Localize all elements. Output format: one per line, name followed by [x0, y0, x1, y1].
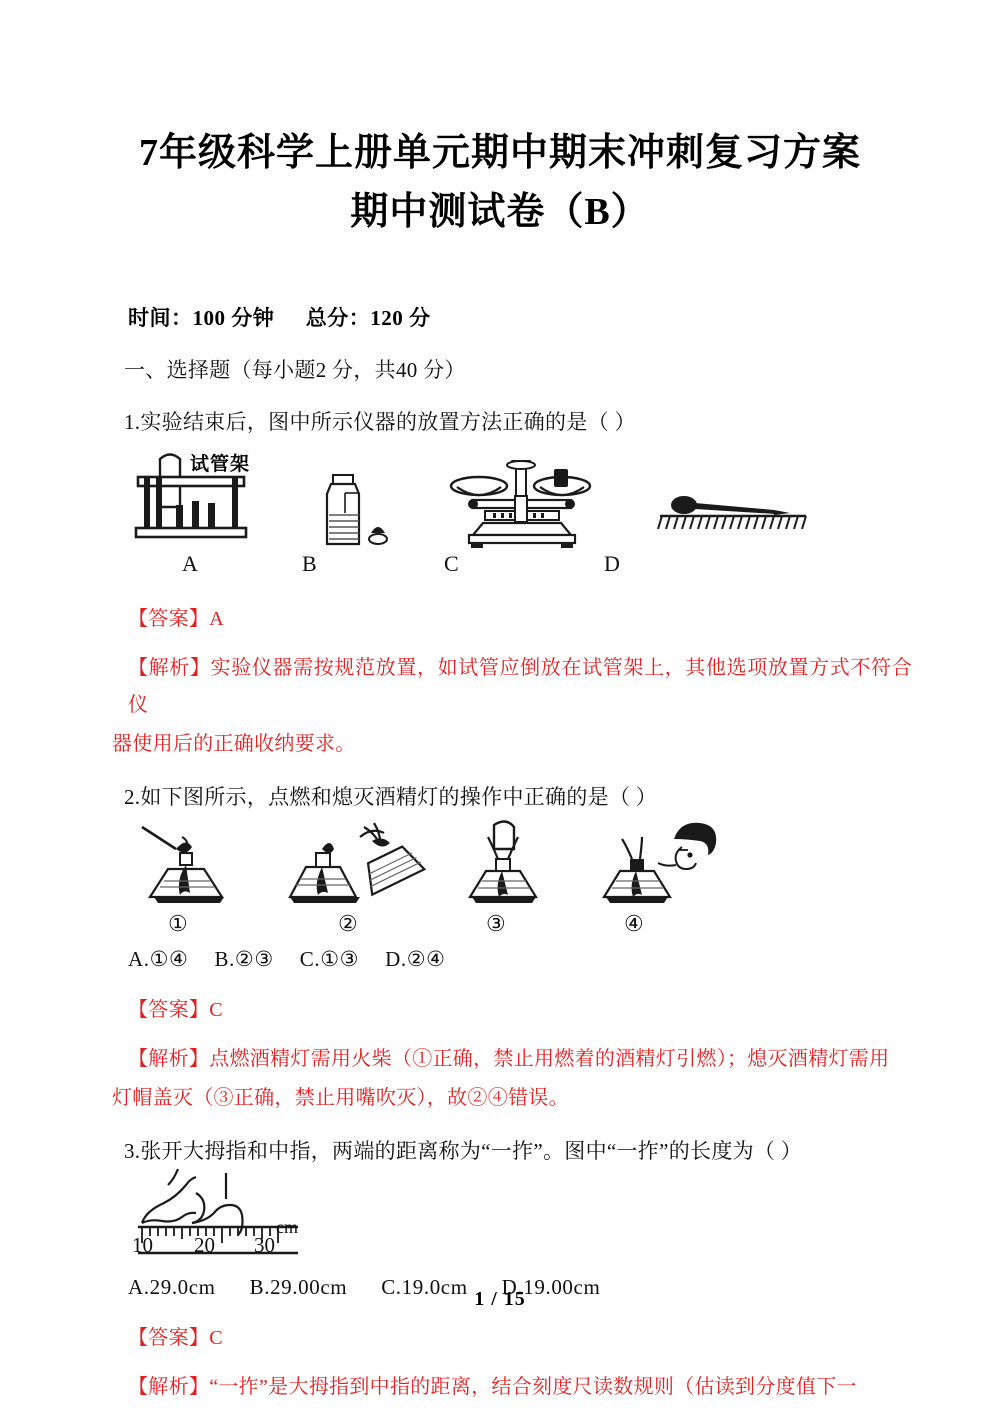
section-heading-1: 一、选择题（每小题2 分，共40 分）: [124, 358, 466, 383]
question-2-figure-row: [124, 811, 884, 911]
ruler-tick-30: 30: [254, 1233, 275, 1258]
figure-label-2: ②: [338, 911, 358, 937]
question-2-analysis-line-2: 灯帽盖灭（③正确，禁止用嘴吹灭），故②④错误。: [112, 1087, 569, 1110]
figure-test-tube-rack: [132, 451, 302, 551]
question-3-stem: 3.张开大拇指和中指，两端的距离称为“一拃”。图中“一拃”的长度为（ ）: [124, 1139, 803, 1164]
answer-label-2: 【答案】: [128, 999, 210, 1022]
option-b-q2[interactable]: B.②③: [214, 947, 274, 972]
document-title-line-1: 7年级科学上册单元期中期末冲刺复习方案: [138, 132, 861, 174]
figure-label-4: ④: [624, 911, 644, 937]
figure-dropper-on-bench: [654, 489, 814, 535]
figure-hand-span-ruler: [130, 1165, 430, 1257]
figure-label-a: A: [182, 551, 198, 577]
alcohol-lamp-match-icon: [138, 819, 243, 911]
page-number-footer: 1 / 15: [474, 1288, 526, 1310]
tray-balance-icon: [449, 456, 594, 551]
option-a-q3[interactable]: A.29.0cm: [128, 1275, 216, 1300]
option-b-q3[interactable]: B.29.00cm: [249, 1275, 348, 1300]
option-c-q2[interactable]: C.①③: [299, 947, 360, 972]
dropper-icon: [654, 489, 814, 535]
question-2-figure-captions: [124, 911, 884, 941]
figure-label-d: D: [604, 551, 620, 577]
question-3-answer: [128, 1320, 1000, 1357]
figure-lamp-lit-by-match: [138, 819, 243, 911]
document-title-block: [0, 126, 1000, 240]
test-tube-rack-label: 试管架: [190, 454, 251, 476]
question-1-analysis-line-1: 【解析】实验仪器需按规范放置，如试管应倒放在试管架上，其他选项放置方式不符合仪: [128, 657, 912, 717]
answer-value-2: C: [209, 999, 223, 1022]
option-d-q2[interactable]: D.②④: [385, 947, 446, 972]
figure-lamp-cap-extinguish: [454, 819, 554, 911]
answer-label-1: 【答案】: [128, 608, 210, 631]
exam-total-score: 总分：120 分: [305, 306, 431, 331]
ruler-unit-label: cm: [276, 1217, 298, 1238]
figure-lamp-lit-by-lamp: [276, 819, 426, 911]
answer-label-3: 【答案】: [128, 1327, 210, 1350]
alcohol-lamp-from-lamp-icon: [276, 819, 426, 911]
answer-value-1: A: [209, 608, 224, 631]
question-1-answer: [128, 601, 1000, 638]
document-title-line-2: 期中测试卷（B）: [350, 191, 650, 234]
option-c-q3[interactable]: C.19.0cm: [381, 1275, 468, 1300]
question-3-figure-row: [124, 1165, 884, 1257]
figure-label-1: ①: [168, 911, 188, 937]
answer-value-3: C: [209, 1327, 223, 1350]
question-1-figure-row: [124, 436, 884, 551]
option-a-q2[interactable]: A.①④: [128, 947, 189, 972]
exam-meta-line: [128, 302, 1000, 332]
figure-label-3: ③: [486, 911, 506, 937]
ruler-tick-20: 20: [194, 1233, 215, 1258]
question-2-answer: [128, 992, 1000, 1029]
question-3-analysis-line-1: 【解析】“一拃”是大拇指到中指的距离，结合刻度尺读数规则（估读到分度值下一: [128, 1376, 857, 1399]
ruler-tick-10: 10: [132, 1233, 153, 1258]
figure-tray-balance: [449, 456, 594, 551]
question-1-stem: 1.实验结束后，图中所示仪器的放置方法正确的是（ ）: [124, 410, 636, 435]
hand-ruler-icon: [130, 1165, 430, 1257]
figure-reagent-bottle: [309, 471, 399, 551]
question-2-options: [128, 947, 1000, 972]
alcohol-lamp-cap-icon: [454, 819, 554, 911]
figure-lamp-blown-out: [590, 819, 720, 911]
question-1-analysis-line-2: 器使用后的正确收纳要求。: [112, 733, 356, 756]
exam-time: 时间：100 分钟: [128, 306, 275, 331]
alcohol-lamp-blow-icon: [590, 819, 720, 911]
option-d-q3[interactable]: D.19.00cm: [501, 1275, 601, 1300]
figure-label-b: B: [302, 551, 317, 577]
question-2-analysis-line-1: 【解析】点燃酒精灯需用火柴（①正确，禁止用燃着的酒精灯引燃）；熄灭酒精灯需用: [128, 1048, 890, 1071]
question-2-stem: 2.如下图所示，点燃和熄灭酒精灯的操作中正确的是（ ）: [124, 785, 658, 810]
figure-label-c: C: [444, 551, 459, 577]
reagent-bottle-icon: [309, 471, 399, 551]
question-1-figure-captions: [124, 551, 884, 581]
